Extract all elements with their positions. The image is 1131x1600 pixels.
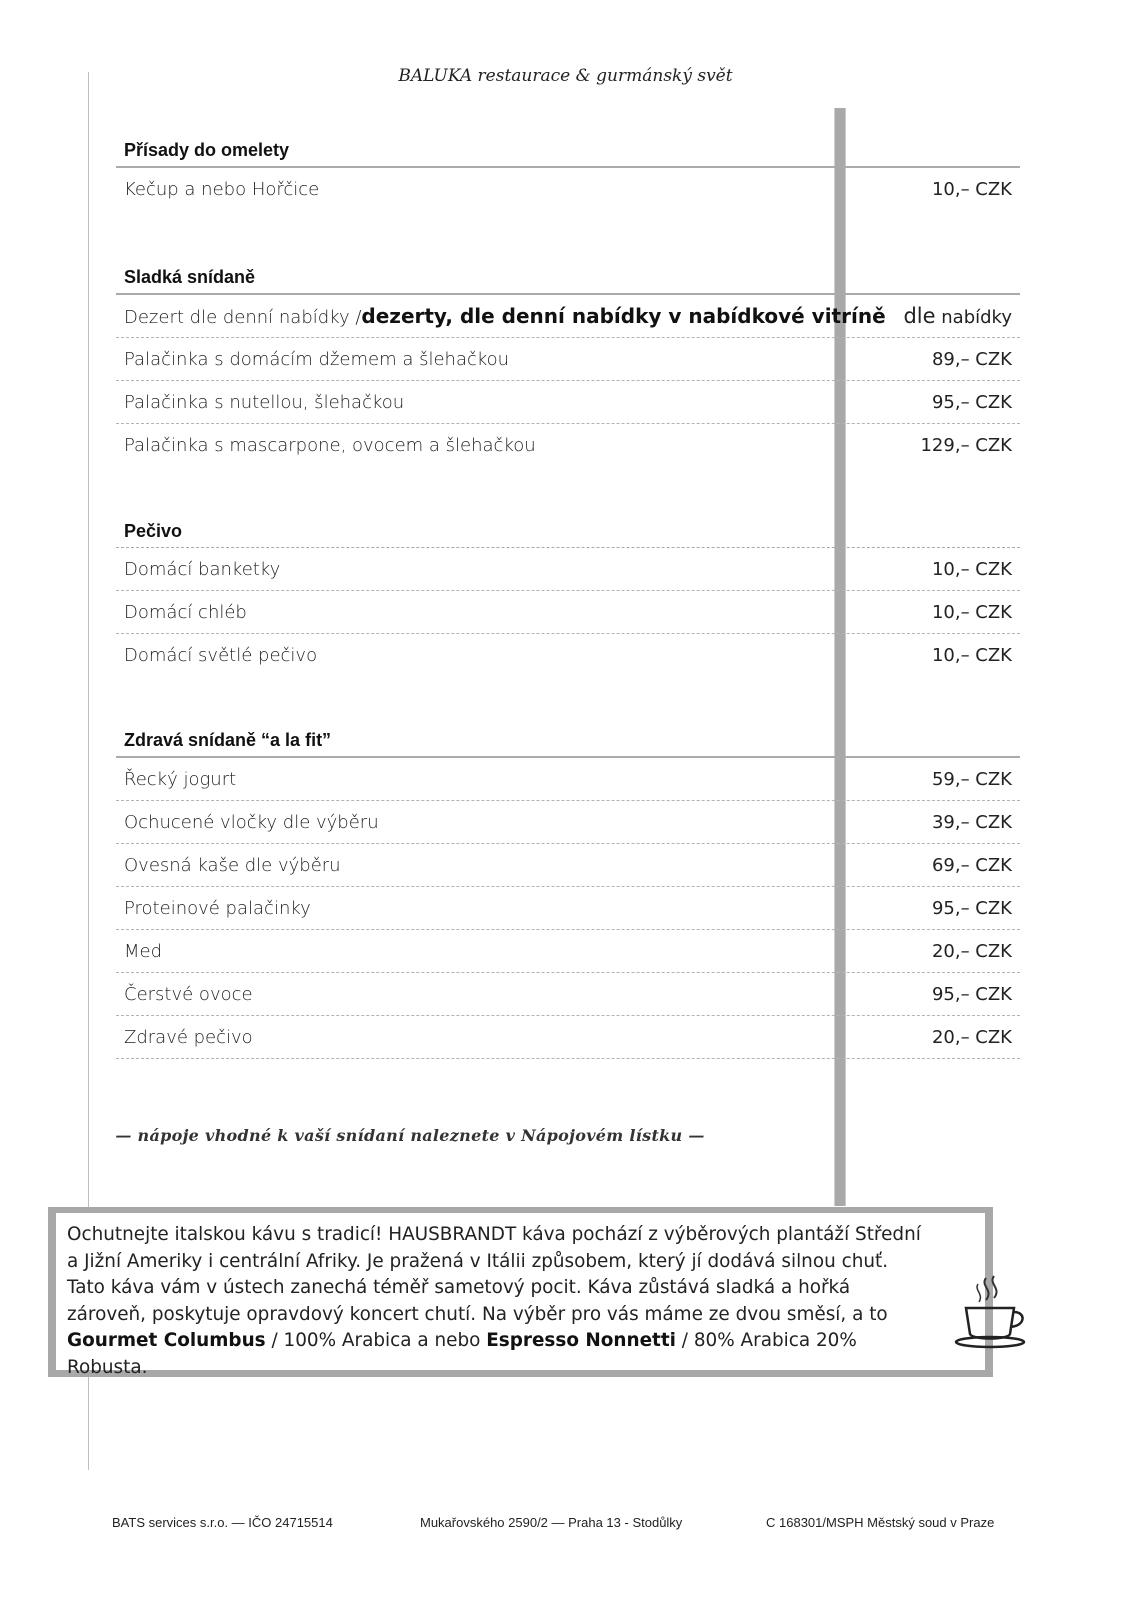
menu-item xyxy=(116,930,1020,973)
menu-item xyxy=(116,381,1020,424)
item-price-text: nabídky xyxy=(935,307,1012,328)
section-omelette-addons xyxy=(116,134,1020,210)
item-price-big: dle xyxy=(903,304,936,328)
coffee-text-3: / 80% Arabica 20% Robusta. xyxy=(67,1330,857,1378)
menu-item xyxy=(116,758,1020,801)
item-name: Domácí chléb xyxy=(124,601,247,623)
coffee-text-1: Ochutnejte italskou kávu s tradicí! HAUSBRANDT káva pochází z výběrových plantáží Střední a Jižní Ameriky i centrální Afriky. Je pražená v Itálii způsobem, který jí dodává silnou chuť. Tato káva vám v ústech zanechá téměř sametový pocit. Káva zůstává sladká a hořká zároveň, poskytuje opravdový koncert chutí. Na výběr pro vás máme ze dvou směsí, a to xyxy=(67,1224,921,1325)
item-price: 129,– CZK xyxy=(920,434,1012,456)
item-name: Zdravé pečivo xyxy=(124,1026,253,1048)
item-name: Čerstvé ovoce xyxy=(124,983,253,1005)
item-name: Proteinové palačinky xyxy=(124,897,311,919)
item-name: Palačinka s domácím džemem a šlehačkou xyxy=(124,348,510,370)
item-price: 95,– CZK xyxy=(931,391,1012,413)
coffee-description xyxy=(67,1222,927,1381)
item-price: 10,– CZK xyxy=(931,601,1012,623)
menu-item xyxy=(116,887,1020,930)
coffee-text-2: / 100% Arabica a nebo xyxy=(265,1330,487,1351)
menu-item xyxy=(116,973,1020,1016)
menu-item xyxy=(116,1016,1020,1059)
menu-item xyxy=(116,295,1020,338)
item-price: 95,– CZK xyxy=(931,983,1012,1005)
section-title: Přísady do omelety xyxy=(116,134,1020,168)
item-price: 10,– CZK xyxy=(931,178,1012,200)
item-price: 89,– CZK xyxy=(931,348,1012,370)
section-title: Pečivo xyxy=(116,515,1020,548)
item-price: 20,– CZK xyxy=(931,1026,1012,1048)
item-name-bold: dezerty, dle denní nabídky v nabídkové vitríně xyxy=(361,304,886,328)
item-name: Ovesná kaše dle výběru xyxy=(124,854,341,876)
page-header: BALUKA restaurace & gurmánský svět xyxy=(398,66,733,86)
item-name: Domácí banketky xyxy=(124,558,281,580)
section-title: Sladká snídaně xyxy=(116,261,1020,295)
menu-item xyxy=(116,548,1020,591)
menu-item xyxy=(116,338,1020,381)
section-sweet-breakfast xyxy=(116,261,1020,466)
item-price: 95,– CZK xyxy=(931,897,1012,919)
menu-item xyxy=(116,591,1020,634)
menu-item xyxy=(116,844,1020,887)
coffee-blend-2: Espresso Nonnetti xyxy=(486,1330,676,1351)
item-price xyxy=(903,304,1020,328)
item-price: 39,– CZK xyxy=(931,811,1012,833)
item-name: Palačinka s mascarpone, ovocem a šlehačkou xyxy=(124,434,536,456)
item-price: 10,– CZK xyxy=(931,558,1012,580)
section-pastry xyxy=(116,515,1020,676)
item-price: 69,– CZK xyxy=(931,854,1012,876)
item-name: Řecký jogurt xyxy=(124,768,237,790)
item-name: Kečup a nebo Hořčice xyxy=(124,178,320,200)
section-title: Zdravá snídaně “a la fit” xyxy=(116,724,1020,758)
item-price: 59,– CZK xyxy=(931,768,1012,790)
coffee-blend-1: Gourmet Columbus xyxy=(67,1330,266,1351)
item-price: 10,– CZK xyxy=(931,644,1012,666)
menu-item xyxy=(116,634,1020,676)
item-name: Med xyxy=(124,940,163,962)
menu-item xyxy=(116,424,1020,466)
menu-item xyxy=(116,801,1020,844)
item-name: Ochucené vločky dle výběru xyxy=(124,811,379,833)
item-name: Domácí světlé pečivo xyxy=(124,644,318,666)
section-healthy-breakfast xyxy=(116,724,1020,1059)
item-name xyxy=(116,304,886,328)
menu-item xyxy=(116,168,1020,210)
coffee-cup-icon xyxy=(952,1272,1032,1352)
item-price: 20,– CZK xyxy=(931,940,1012,962)
item-name: Palačinka s nutellou, šlehačkou xyxy=(124,391,405,413)
drinks-note: — nápoje vhodné k vaší snídaní naleznete v Nápojovém lístku — xyxy=(115,1126,705,1145)
item-name-text: Dezert dle denní nabídky / xyxy=(124,307,362,328)
footer-company: BATS services s.r.o. — IČO 24715514 xyxy=(112,1515,333,1530)
footer-registry: C 168301/MSPH Městský soud v Praze xyxy=(766,1515,995,1530)
footer-address: Mukařovského 2590/2 — Praha 13 - Stodůlky xyxy=(420,1515,683,1530)
